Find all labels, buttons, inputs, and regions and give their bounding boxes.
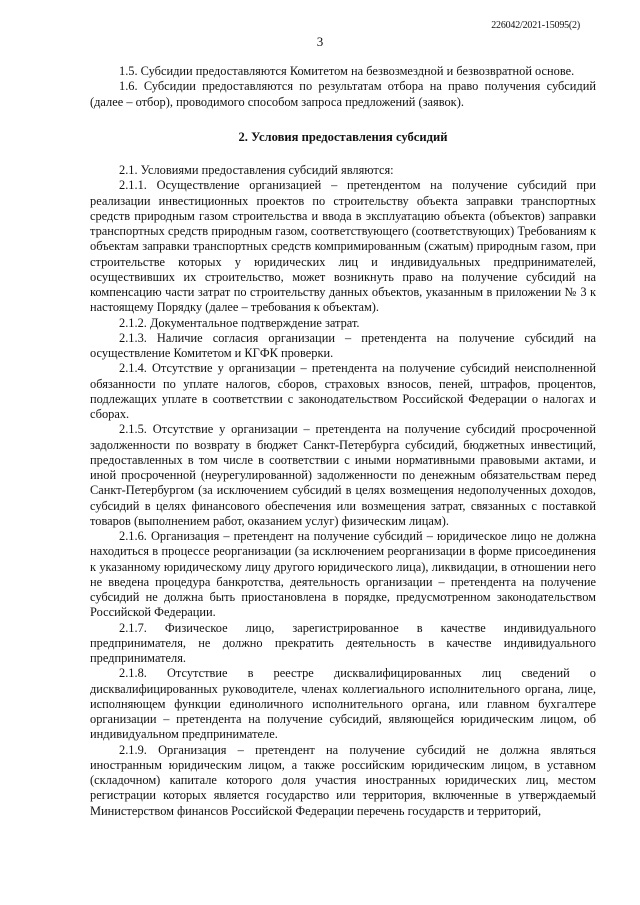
paragraph-2-1-3: 2.1.3. Наличие согласия организации – претендента на получение субсидий на осуществление Комитетом и КГФК проверки.: [90, 330, 596, 360]
paragraph-2-1-8: 2.1.8. Отсутствие в реестре дисквалифицированных лиц сведений о дисквалифицированных руководителе, членах коллегиального исполнительного органа, лице, исполняющем функции единоличного исполнительного органа, или главном бухгалтере организации – претендента на получение субсидий, являющейся юридическим лицом, об индивидуальном предпринимателе.: [90, 666, 596, 742]
document-body: [90, 64, 596, 819]
document-registration-number: 226042/2021-15095(2): [491, 20, 580, 31]
paragraph-2-1-2: 2.1.2. Документальное подтверждение затрат.: [119, 315, 360, 330]
paragraph-1-5: 1.5. Субсидии предоставляются Комитетом на безвозмездной и безвозвратной основе.: [119, 64, 575, 78]
paragraph-2-1-7: 2.1.7. Физическое лицо, зарегистрированное в качестве индивидуального предпринимателя, не должно прекратить деятельность в качестве индивидуального предпринимателя.: [90, 620, 596, 665]
paragraph-2-1-6: 2.1.6. Организация – претендент на получение субсидий – юридическое лицо не должна находиться в процессе реорганизации (за исключением реорганизации в форме присоединения к указанному юридическому лицу другого юридического лица), ликвидации, в отношении него не введена процедура банкротства, деятельность организации – претендента на получение субсидий не должна быть приостановлена в порядке, предусмотренном законодательством Российской Федерации.: [90, 529, 596, 620]
page-number: 3: [316, 34, 324, 49]
paragraph-2-1: 2.1. Условиями предоставления субсидий являются:: [119, 163, 394, 177]
paragraph-2-1-4: 2.1.4. Отсутствие у организации – претендента на получение субсидий неисполненной обязанности по уплате налогов, сборов, страховых взносов, пеней, штрафов, процентов, подлежащих уплате в соответствии с законодательством Российской Федерации о налогах и сборах.: [90, 361, 596, 421]
paragraph-2-1-1: 2.1.1. Осуществление организацией – претендентом на получение субсидий при реализации инвестиционных проектов по строительству объекта заправки транспортных средств природным газом строительства и ввода в эксплуатацию объекта (объектов) заправки транспортных средств природным газом, соответствующего (соответствующих) Требованиям к объектам заправки транспортных средств компримированным (сжатым) природным газом, при строительстве которых у юридических лиц и индивидуальных предпринимателей, осуществивших их строительство, может возникнуть право на получение субсидий на компенсацию части затрат по строительству данных объектов, указанным в приложении № 3 к настоящему Порядку (далее – требования к объектам).: [90, 178, 596, 315]
paragraph-1-6: 1.6. Субсидии предоставляются по результатам отбора на право получения субсидий (далее – отбор), проводимого способом запроса предложений (заявок).: [90, 79, 596, 109]
paragraph-2-1-5: 2.1.5. Отсутствие у организации – претендента на получение субсидий просроченной задолженности по возврату в бюджет Санкт-Петербурга субсидий, бюджетных инвестиций, предоставленных в том числе в соответствии с иными нормативными правовыми актами, и иной просроченной (неурегулированной) задолженности по денежным обязательствам перед Санкт-Петербургом (за исключением субсидий в целях возмещения недополученных доходов, субсидий в целях финансового обеспечения или возмещения затрат, связанных с поставкой товаров (выполнением работ, оказанием услуг) физическим лицам).: [90, 422, 596, 528]
section-2-title: 2. Условия предоставления субсидий: [238, 129, 448, 144]
paragraph-2-1-9: 2.1.9. Организация – претендент на получение субсидий не должна являться иностранным юридическим лицом, а также российским юридическим лицом, в уставном (складочном) капитале которого доля участия иностранных юридических лиц, местом регистрации которых является государство или территория, включенные в утверждаемый Министерством финансов Российской Федерации перечень государств и территорий,: [90, 742, 596, 818]
